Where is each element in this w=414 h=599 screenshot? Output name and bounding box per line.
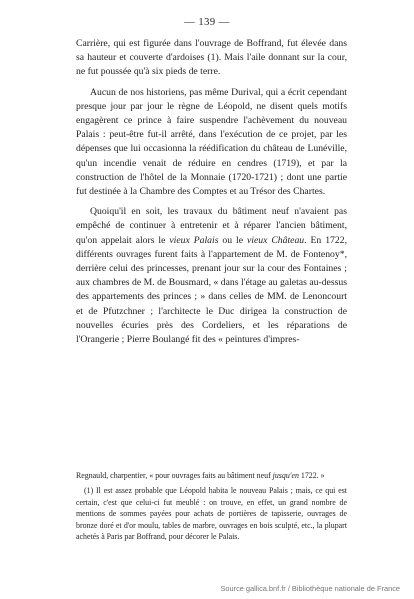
paragraph-1: Carrière, qui est figurée dans l'ouvrage de Boffrand, fut élevée dans sa hauteur et couverte d'ardoises (1). Mais l'aile donnant sur la cour, ne fut poussée qu'à six pieds de terre. — [76, 38, 347, 78]
italic-vieux-palais: vieux Palais — [169, 234, 219, 246]
page-number: — 139 — — [184, 17, 230, 28]
italic-vieux-chateau: vieux Château — [246, 234, 305, 246]
paragraph-3-text: ou le — [218, 234, 247, 246]
footnote-1: (1) Il est assez probable que Léopold habita le nouveau Palais ; mais, ce qui est certain, c'est que celui-ci fut meublé : on trouve, en effet, un grand nombre de mentions de sommes payées pour achats de portières de tapisserie, ouvrages de bronze doré et d'or moulu, tables de marbre, ouvrages en bois sculpté, etc., la plupart achetés à Paris par Boffrand, pour décorer le Palais. — [76, 486, 347, 542]
italic-jusquen: jusqu'en — [272, 471, 299, 480]
paragraph-2: Aucun de nos historiens, pas même Durival, qui a écrit cependant presque jour par jour le règne de Léopold, ne disent quels motifs engagèrent ce prince à faire suspendre l'achèvement du nouveau Palais : peut-être fut-il arrêté, dans l'exécution de ce projet, par les dépenses que lui occasionna la réédification du château de Lunéville, qu'un incendie venait de réduire en cendres (1719), et par la construction de l'hôtel de la Monnaie (1720-1721) ; dont une partie fut destinée à la Chambre des Comptes et au Trésor des Chartes. — [76, 86, 347, 198]
note-text: Regnauld, charpentier, « pour ouvrages faits au bâtiment neuf — [76, 471, 273, 480]
note-continuation — [76, 470, 347, 481]
note-text: 1722. » — [298, 471, 325, 480]
paragraph-3 — [76, 205, 347, 347]
source-credit: Source gallica.bnf.fr / Bibliothèque nationale de France — [220, 584, 400, 593]
paragraph-3-text: Quoiqu'il en soit, les travaux du bâtiment neuf n'avaient pas empêché de continuer à entretenir et à réparer l'ancien bâtiment, qu'on appelait alors le — [76, 206, 347, 246]
body-text — [76, 37, 347, 353]
paragraph-3-text: . En 1722, différents ouvrages furent faits à l'appartement de M. de Fontenoy*, derrière celui des princesses, prenant jour sur la cour des Fontaines ; aux chambres de M. de Bousmard, « dans l'étage au galetas au-dessus des appartements des princes ; » dans celles de MM. de Lenoncourt et de Pfutzchner ; l'architecte le Duc dirigea la construction de nouvelles écuries près des Cordeliers, et les réparations de l'Orangerie ; Pierre Boulangé fit des « peintures d'impres- — [76, 234, 347, 346]
notes-section — [76, 470, 347, 546]
